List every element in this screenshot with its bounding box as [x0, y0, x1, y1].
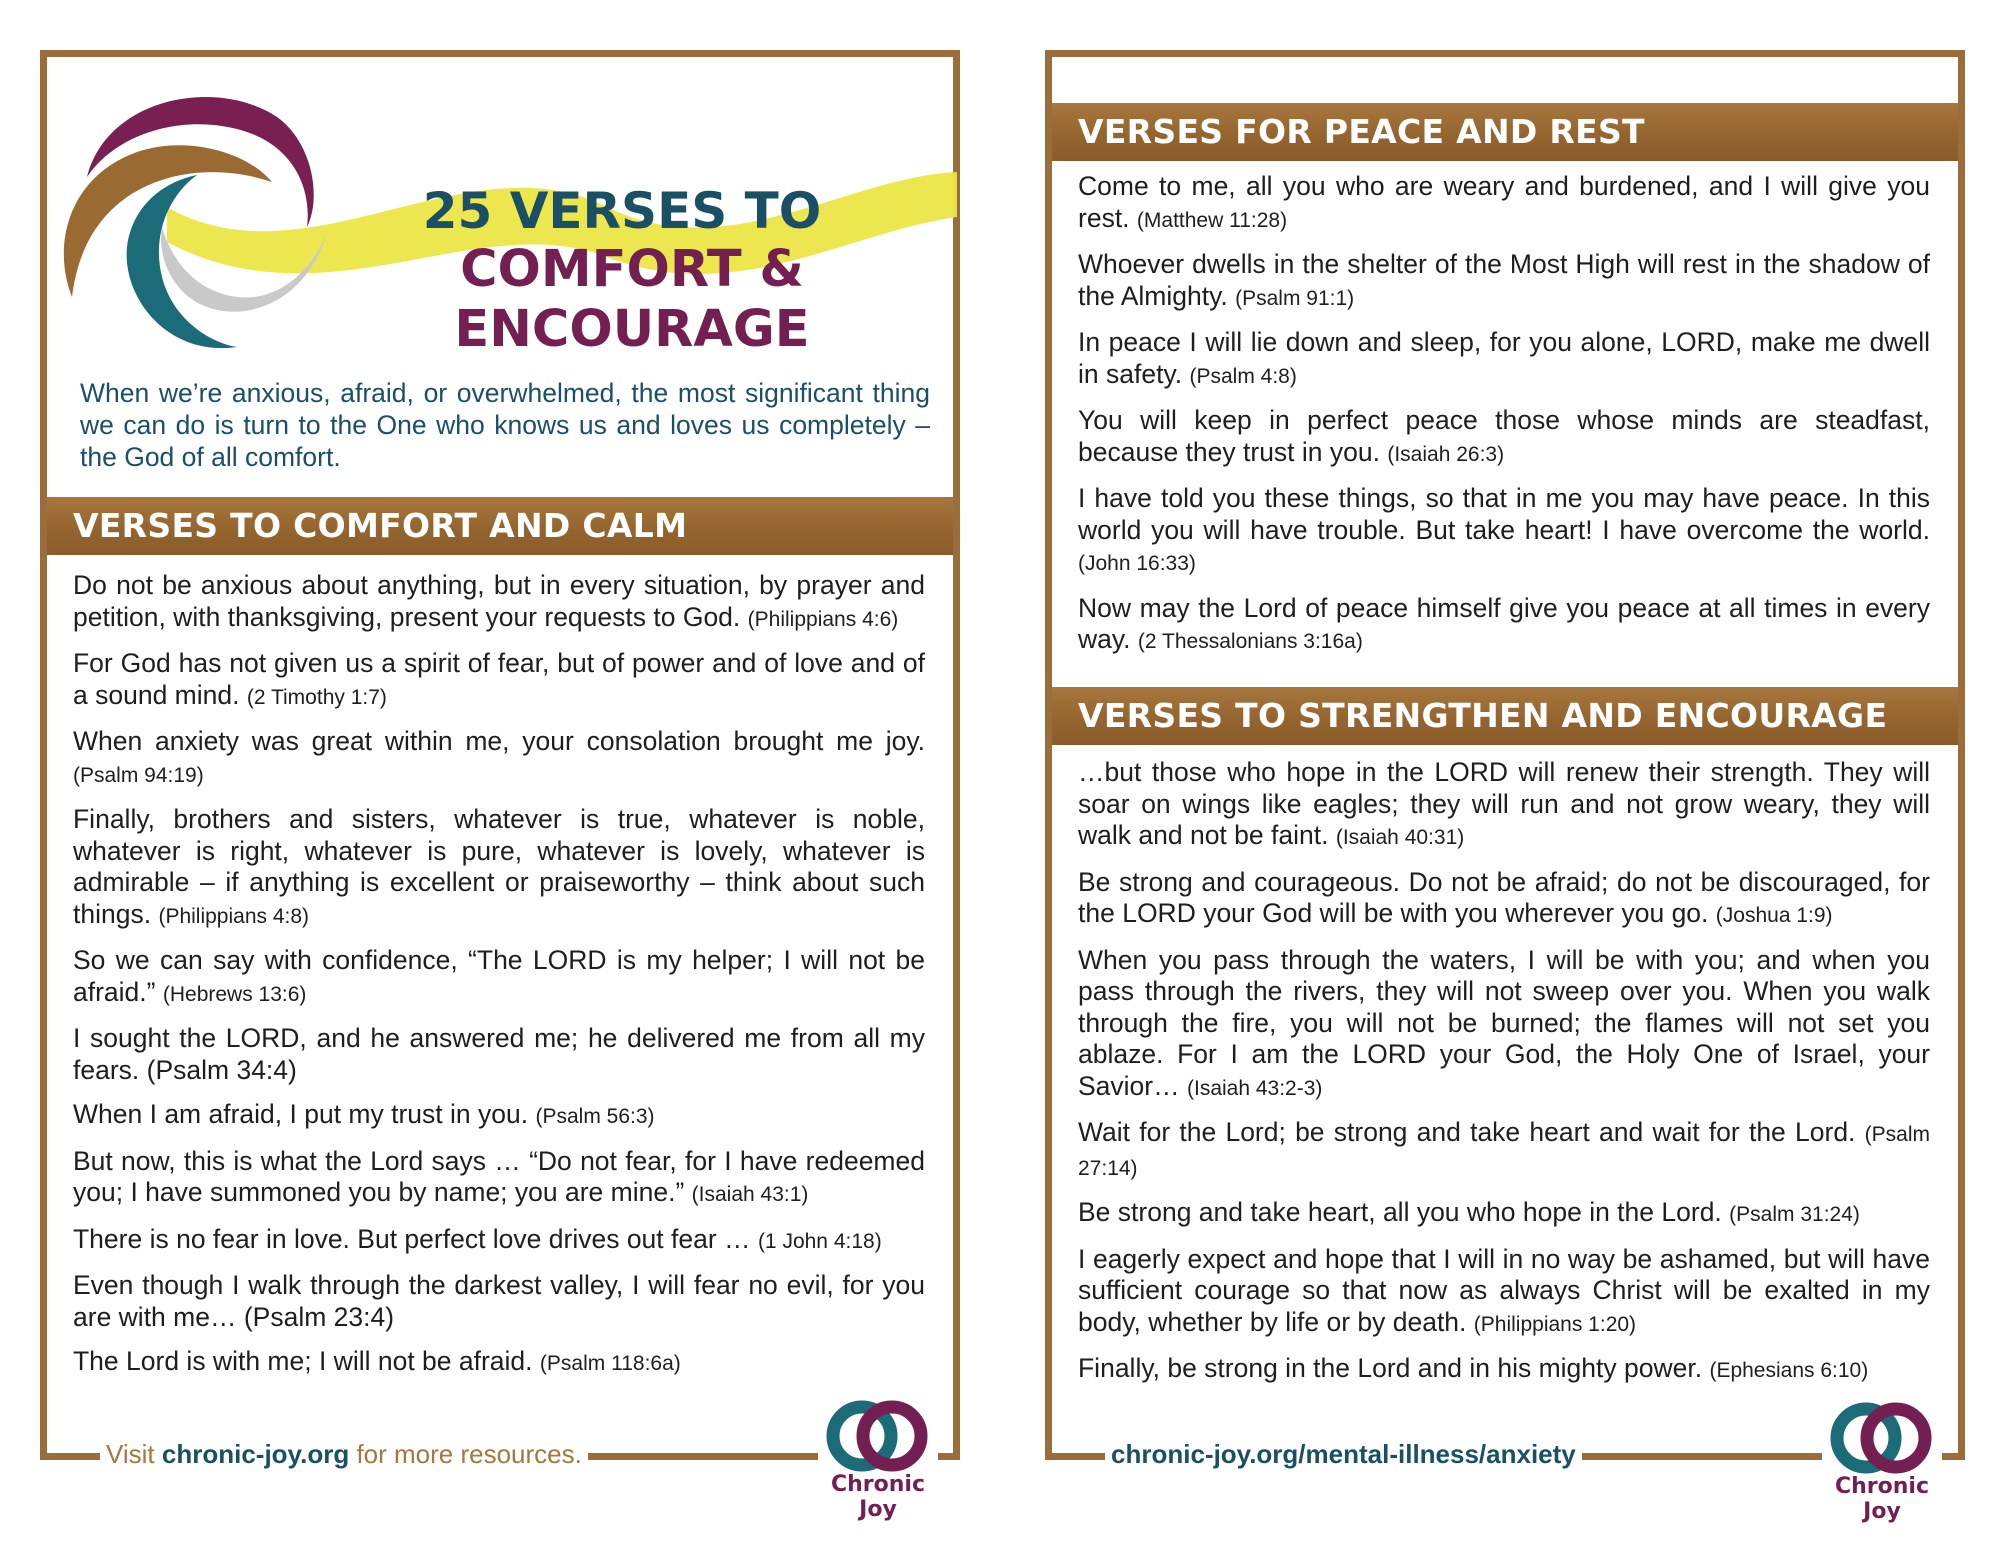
- verse: Whoever dwells in the shelter of the Most High will rest in the shadow of the Almighty. (Psalm 91:1): [1078, 249, 1930, 311]
- verse: There is no fear in love. But perfect love drives out fear … (1 John 4:18): [73, 1223, 882, 1254]
- left-card: [40, 50, 960, 1460]
- logo-name: Chronic Joy: [1834, 1474, 1929, 1524]
- verse-list-peace: [1078, 171, 1930, 671]
- verse: When anxiety was great within me, your consolation brought me joy. (Psalm 94:19): [73, 726, 925, 787]
- section-title: VERSES TO STRENGTHEN AND ENCOURAGE: [1078, 696, 1888, 735]
- verse: Do not be anxious about anything, but in every situation, by prayer and petition, with thanksgiving, present your requests to God. (Philippians 4:6): [73, 570, 925, 632]
- interlocking-rings-icon: [1830, 1400, 1934, 1478]
- verse: Come to me, all you who are weary and burdened, and I will give you rest. (Matthew 11:28): [1078, 171, 1930, 233]
- verse: Finally, be strong in the Lord and in his mighty power. (Ephesians 6:10): [1078, 1353, 1869, 1383]
- interlocking-rings-icon: [826, 1398, 930, 1476]
- verse: Finally, brothers and sisters, whatever is true, whatever is noble, whatever is right, whatever is pure, whatever is lovely, whatever is admirable – if anything is excellent or praiseworthy – think about such things. (Philippians 4:8): [73, 804, 925, 929]
- footer-link-left[interactable]: Visit chronic-joy.org for more resources.: [100, 1437, 588, 1471]
- chronic-joy-logo-right: [1822, 1400, 1942, 1524]
- verse-list-comfort: [73, 570, 925, 1393]
- verse: I eagerly expect and hope that I will in no way be ashamed, but will have sufficient courage so that now as always Christ will be exalted in my body, whether by life or by death. (Philippians 1:20): [1078, 1243, 1930, 1337]
- verse: For God has not given us a spirit of fear, but of power and of love and of a sound mind. (2 Timothy 1:7): [73, 648, 925, 710]
- section-title: VERSES FOR PEACE AND REST: [1078, 112, 1645, 151]
- document-title-line1: 25 VERSES TO: [422, 182, 822, 240]
- verse: Even though I walk through the darkest valley, I will fear no evil, for you are with me… (Psalm 23:4): [73, 1270, 925, 1332]
- document-title-line2: COMFORT & ENCOURAGE: [454, 240, 810, 359]
- logo-name: Chronic Joy: [830, 1472, 925, 1522]
- verse: Now may the Lord of peace himself give you peace at all times in every way. (2 Thessalonians 3:16a): [1078, 592, 1930, 654]
- verse: Wait for the Lord; be strong and take heart and wait for the Lord. (Psalm 27:14): [1078, 1117, 1930, 1180]
- verse: When you pass through the waters, I will be with you; and when you pass through the rivers, they will not sweep over you. When you walk through the fire, you will not be burned; the flames will not set you ablaze. For I am the LORD your God, the Holy One of Israel, your Savior… (Isaiah 43:2-3): [1078, 944, 1930, 1101]
- verse: Be strong and courageous. Do not be afraid; do not be discouraged, for the LORD your God will be with you wherever you go. (Joshua 1:9): [1078, 866, 1930, 928]
- verse: The Lord is with me; I will not be afraid. (Psalm 118:6a): [73, 1346, 681, 1376]
- verse: So we can say with confidence, “The LORD is my helper; I will not be afraid.” (Hebrews 13:6): [73, 945, 925, 1007]
- section-title: VERSES TO COMFORT AND CALM: [73, 506, 688, 545]
- section-banner-peace: [1052, 103, 1958, 161]
- verse: You will keep in perfect peace those whose minds are steadfast, because they trust in you. (Isaiah 26:3): [1078, 405, 1930, 467]
- verse: Be strong and take heart, all you who hope in the Lord. (Psalm 31:24): [1078, 1197, 1860, 1227]
- verse: I have told you these things, so that in me you may have peace. In this world you will have trouble. But take heart! I have overcome the world. (John 16:33): [1078, 483, 1930, 575]
- footer-link-right[interactable]: chronic-joy.org/mental-illness/anxiety: [1105, 1437, 1582, 1471]
- right-card: [1045, 50, 1965, 1460]
- verse: But now, this is what the Lord says … “Do not fear, for I have redeemed you; I have summoned you by name; you are mine.” (Isaiah 43:1): [73, 1145, 925, 1207]
- verse: I sought the LORD, and he answered me; he delivered me from all my fears. (Psalm 34:4): [73, 1023, 925, 1085]
- verse: When I am afraid, I put my trust in you. (Psalm 56:3): [73, 1099, 655, 1129]
- verse: In peace I will lie down and sleep, for you alone, LORD, make me dwell in safety. (Psalm 4:8): [1078, 327, 1930, 389]
- section-banner-strengthen: [1052, 687, 1958, 745]
- verse-list-strengthen: [1078, 757, 1930, 1400]
- chronic-joy-logo-left: [818, 1398, 938, 1522]
- intro-text: When we’re anxious, afraid, or overwhelmed, the most significant thing we can do is turn to the One who knows us and loves us completely – the God of all comfort.: [80, 378, 930, 472]
- verse: …but those who hope in the LORD will renew their strength. They will soar on wings like eagles; they will run and not grow weary, they will walk and not be faint. (Isaiah 40:31): [1078, 757, 1930, 850]
- section-banner-comfort: [47, 497, 953, 555]
